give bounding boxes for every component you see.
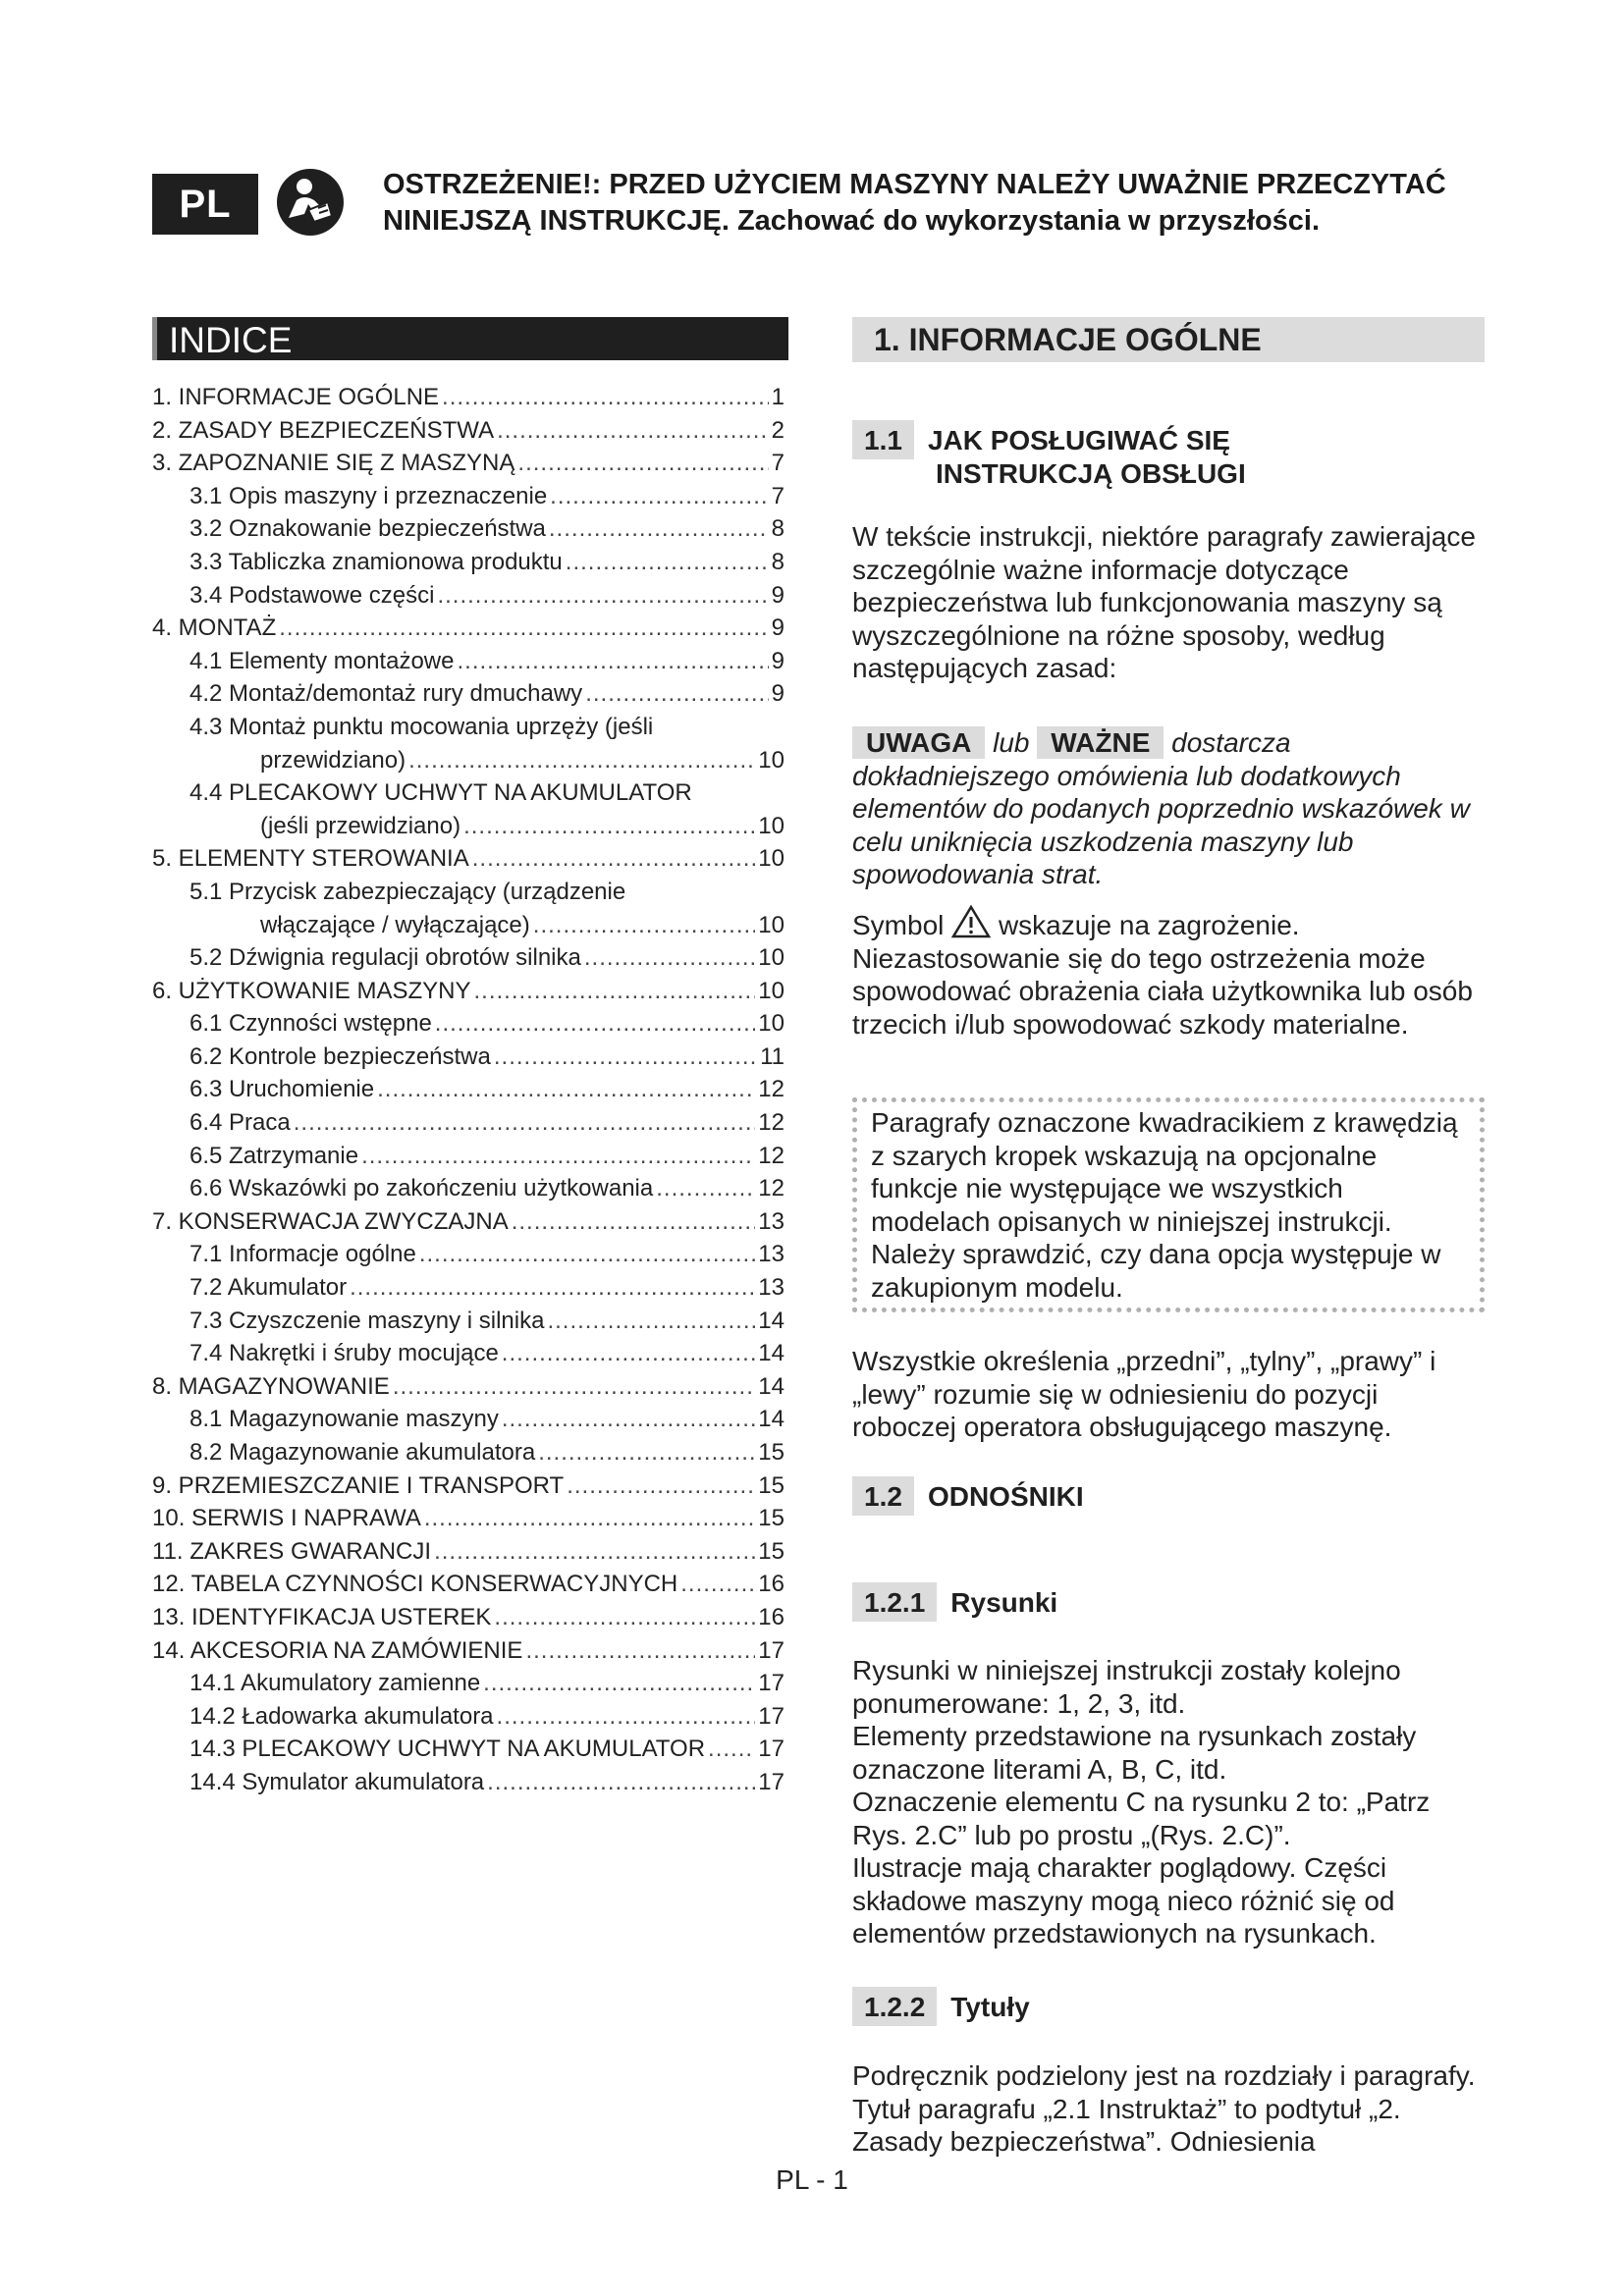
toc-entry-title: 3. ZAPOZNANIE SIĘ Z MASZYNĄ — [152, 450, 515, 477]
toc-entry — [152, 512, 800, 546]
toc-entry-title: 14. AKCESORIA NA ZAMÓWIENIE — [152, 1636, 523, 1664]
subsection-number: 1.2 — [852, 1476, 914, 1516]
toc-entry — [152, 414, 800, 448]
toc-leader-dots — [547, 1305, 755, 1338]
toc-entry-title: 7.2 Akumulator — [189, 1274, 348, 1302]
toc-entry — [152, 645, 800, 678]
toc-leader-dots — [435, 1007, 756, 1041]
toc-entry-page: 11 — [760, 1042, 785, 1070]
toc-entry-title: 10. SERWIS I NAPRAWA — [152, 1505, 421, 1532]
directions-paragraph: Wszystkie określenia „przedni”, „tylny”, „prawy” i „lewy” rozumie się w odniesieniu do pozycji roboczej operatora obsługującego maszynę. — [852, 1346, 1436, 1442]
toc-entry — [152, 1766, 800, 1799]
toc-leader-dots — [497, 1700, 756, 1734]
wazne-label: WAŻNE — [1037, 726, 1164, 759]
symbol-word: Symbol — [852, 910, 945, 940]
toc-entry-page: 15 — [758, 1471, 785, 1499]
intro-paragraph: W tekście instrukcji, niektóre paragrafy zawierające szczególnie ważne informacje dotyczące bezpieczeństwa lub funkcjonowania maszyny są wyszczególnione na różne sposoby, według następujących zasad: — [852, 521, 1476, 683]
toc-entry-title: 6.6 Wskazówki po zakończeniu użytkowania — [189, 1175, 654, 1202]
toc-entry-title: przewidziano) — [260, 746, 406, 774]
toc-entry-page: 8 — [771, 548, 785, 575]
toc-leader-dots — [279, 612, 768, 645]
toc-entry-title: 4. MONTAŻ — [152, 614, 277, 642]
subsection-title-line2: INSTRUKCJĄ OBSŁUGI — [935, 458, 1246, 489]
toc-entry-page: 12 — [758, 1109, 785, 1137]
toc-leader-dots — [472, 842, 756, 876]
toc-entry-page: 7 — [771, 450, 785, 477]
uwaga-description: dostarcza dokładniejszego omówienia lub dodatkowych elementów do podanych poprzednio wskazówek w celu uniknięcia uszkodzenia maszyny lub spowodowania strat. — [852, 727, 1470, 889]
toc-entry — [152, 941, 800, 975]
toc-leader-dots — [437, 579, 768, 613]
toc-entry-page: 13 — [758, 1241, 785, 1268]
toc-entry-page: 16 — [758, 1603, 785, 1630]
subsection-1-1-heading — [852, 420, 1485, 491]
subsection-number: 1.2.1 — [852, 1582, 937, 1622]
toc-entry-page: 14 — [758, 1340, 785, 1367]
subsection-1-2-2-heading — [852, 1987, 1485, 2026]
toc-entry — [152, 579, 800, 613]
toc-entry — [152, 546, 800, 579]
toc-entry-title: 14.1 Akumulatory zamienne — [189, 1670, 481, 1697]
language-badge: PL — [152, 174, 258, 235]
toc-entry-page: 9 — [771, 581, 785, 609]
toc-entry-title: 5. ELEMENTY STEROWANIA — [152, 845, 469, 873]
toc-entry-title: (jeśli przewidziano) — [260, 812, 461, 839]
toc-entry-title: 14.3 PLECAKOWY UCHWYT NA AKUMULATOR — [189, 1735, 706, 1763]
toc-leader-dots — [434, 1535, 755, 1569]
subsection-1-2-heading — [852, 1476, 1485, 1516]
toc-entry-title: 4.4 PLECAKOWY UCHWYT NA AKUMULATOR — [189, 779, 692, 807]
toc-leader-dots — [483, 1667, 755, 1700]
toc-entry — [152, 447, 800, 480]
toc-leader-dots — [708, 1733, 755, 1766]
toc-leader-dots — [585, 677, 768, 711]
toc-entry — [152, 776, 800, 810]
toc-entry-page: 10 — [758, 746, 785, 774]
toc-leader-dots — [533, 909, 756, 942]
toc-entry — [152, 612, 800, 645]
toc-entry-title: 8.2 Magazynowanie akumulatora — [189, 1439, 536, 1466]
subsection-title: Tytuły — [950, 1992, 1030, 2022]
toc-leader-dots — [393, 1370, 755, 1404]
toc-entry-title: 6.1 Czynności wstępne — [189, 1010, 432, 1038]
toc-entry — [152, 1601, 800, 1634]
toc-leader-dots — [494, 1601, 755, 1634]
toc-leader-dots — [408, 744, 755, 777]
warning-line-1: OSTRZEŻENIE!: PRZED UŻYCIEM MASZYNY NALEŻY UWAŻNIE PRZECZYTAĆ — [383, 169, 1446, 200]
toc-entry-page: 13 — [758, 1207, 785, 1235]
toc-entry — [152, 1370, 800, 1404]
toc-entry-title: 2. ZASADY BEZPIECZEŃSTWA — [152, 416, 495, 444]
toc-entry-title: 14.4 Symulator akumulatora — [189, 1768, 485, 1795]
warning-line-2: NINIEJSZĄ INSTRUKCJĘ. Zachować do wykorzystania w przyszłości. — [383, 205, 1321, 237]
toc-entry-page: 10 — [758, 845, 785, 873]
toc-entry — [152, 909, 800, 942]
toc-entry-page: 17 — [758, 1636, 785, 1664]
toc-entry — [152, 1733, 800, 1766]
toc-leader-dots — [497, 414, 769, 448]
toc-entry-title: 5.1 Przycisk zabezpieczający (urządzenie — [189, 878, 626, 905]
toc-entry — [152, 1205, 800, 1239]
toc-entry-title: 9. PRZEMIESZCZANIE I TRANSPORT — [152, 1471, 565, 1499]
toc-entry-title: 14.2 Ładowarka akumulatora — [189, 1702, 494, 1730]
subsection-number: 1.2.2 — [852, 1987, 937, 2026]
toc-entry-page: 12 — [758, 1076, 785, 1103]
toc-leader-dots — [294, 1106, 756, 1140]
toc-entry-title: 3.4 Podstawowe części — [189, 581, 435, 609]
toc-leader-dots — [463, 810, 755, 843]
toc-leader-dots — [517, 447, 768, 480]
toc-entry — [152, 1502, 800, 1535]
toc-entry-title: 7.1 Informacje ogólne — [189, 1241, 416, 1268]
toc-entry-title: 7. KONSERWACJA ZWYCZAJNA — [152, 1207, 509, 1235]
subsection-1-2-1-heading — [852, 1582, 1485, 1622]
toc-entry-page: 10 — [758, 1010, 785, 1038]
toc-leader-dots — [424, 1502, 755, 1535]
toc-entry — [152, 1700, 800, 1734]
toc-entry-title: 3.1 Opis maszyny i przeznaczenie — [189, 482, 548, 509]
toc-leader-dots — [525, 1634, 755, 1668]
toc-entry-page: 14 — [758, 1406, 785, 1433]
toc-entry-page: 10 — [758, 911, 785, 938]
subsection-title-line1: JAK POSŁUGIWAĆ SIĘ — [927, 425, 1230, 455]
toc-entry-page: 8 — [771, 515, 785, 543]
toc-entry-page: 16 — [758, 1571, 785, 1598]
toc-entry-page: 9 — [771, 614, 785, 642]
toc-leader-dots — [494, 1041, 757, 1074]
toc-entry-title: włączające / wyłączające) — [260, 911, 530, 938]
toc-entry — [152, 711, 800, 744]
toc-entry-title: 8.1 Magazynowanie maszyny — [189, 1406, 499, 1433]
toc-entry-page: 2 — [771, 416, 785, 444]
figures-letters: Elementy przedstawione na rysunkach zostały oznaczone literami A, B, C, itd. — [852, 1721, 1417, 1785]
toc-leader-dots — [487, 1766, 755, 1799]
toc-leader-dots — [550, 480, 768, 513]
toc-entry — [152, 677, 800, 711]
table-of-contents — [152, 381, 800, 1799]
toc-leader-dots — [377, 1073, 755, 1106]
toc-entry-title: 6.3 Uruchomienie — [189, 1076, 375, 1103]
toc-entry-page: 15 — [758, 1537, 785, 1565]
toc-entry — [152, 1073, 800, 1106]
toc-entry-page: 7 — [771, 482, 785, 509]
section-1-heading: 1. INFORMACJE OGÓLNE — [852, 317, 1485, 362]
toc-entry-page: 17 — [758, 1735, 785, 1763]
toc-leader-dots — [567, 1469, 755, 1503]
index-title: INDICE — [152, 317, 788, 360]
uwaga-wazne-paragraph — [852, 726, 1485, 891]
toc-entry — [152, 480, 800, 513]
toc-entry-page: 1 — [771, 384, 785, 410]
toc-entry-page: 9 — [771, 680, 785, 708]
toc-entry-page: 12 — [758, 1142, 785, 1169]
figures-reference: Oznaczenie elementu C na rysunku 2 to: „Patrz Rys. 2.C” lub po prostu „(Rys. 2.C)”. — [852, 1787, 1431, 1850]
toc-entry-title: 6.4 Praca — [189, 1109, 291, 1137]
toc-entry — [152, 842, 800, 876]
toc-entry-title: 6.5 Zatrzymanie — [189, 1142, 359, 1169]
toc-entry — [152, 1041, 800, 1074]
toc-entry-page: 14 — [758, 1372, 785, 1400]
toc-leader-dots — [549, 512, 769, 546]
toc-leader-dots — [442, 381, 769, 414]
page-number: PL - 1 — [776, 2164, 848, 2195]
toc-entry-title: 7.3 Czyszczenie maszyny i silnika — [189, 1307, 545, 1334]
toc-entry-title: 4.2 Montaż/demontaż rury dmuchawy — [189, 680, 583, 708]
toc-entry-title: 7.4 Nakrętki i śruby mocujące — [189, 1340, 499, 1367]
toc-entry — [152, 1667, 800, 1700]
toc-entry — [152, 975, 800, 1008]
toc-leader-dots — [419, 1238, 755, 1271]
titles-paragraph: Podręcznik podzielony jest na rozdziały i paragrafy. Tytuł paragrafu „2.1 Instruktaż” to podtytuł „2. Zasady bezpieczeństwa”. Odniesienia — [852, 2060, 1476, 2157]
toc-leader-dots — [361, 1140, 755, 1173]
toc-entry — [152, 1436, 800, 1469]
figures-illustrative: Ilustracje mają charakter poglądowy. Części składowe maszyny mogą nieco różnić się od elementów przedstawionych na rysunkach. — [852, 1852, 1395, 1949]
figures-numbering: Rysunki w niniejszej instrukcji zostały kolejno ponumerowane: 1, 2, 3, itd. — [852, 1655, 1401, 1719]
toc-entry-page: 13 — [758, 1274, 785, 1302]
subsection-title: Rysunki — [950, 1587, 1058, 1618]
toc-entry — [152, 744, 800, 777]
toc-entry-title: 11. ZAKRES GWARANCJI — [152, 1537, 432, 1565]
toc-leader-dots — [457, 645, 768, 678]
toc-leader-dots — [512, 1205, 756, 1239]
toc-entry — [152, 381, 800, 414]
toc-leader-dots — [566, 546, 769, 579]
toc-entry — [152, 1140, 800, 1173]
toc-entry-title: 6.2 Kontrole bezpieczeństwa — [189, 1042, 491, 1070]
toc-leader-dots — [502, 1337, 756, 1370]
toc-entry-page: 15 — [758, 1439, 785, 1466]
hazard-description: wskazuje na zagrożenie. Niezastosowanie się do tego ostrzeżenia może spowodować obrażenia ciała użytkownika lub osób trzecich i/lub spowodować szkody materialne. — [852, 910, 1473, 1040]
toc-entry — [152, 1403, 800, 1436]
toc-entry — [152, 1337, 800, 1370]
toc-leader-dots — [350, 1271, 755, 1305]
optional-feature-note: Paragrafy oznaczone kwadracikiem z krawędzią z szarych kropek wskazują na opcjonalne funkcje nie występujące we wszystkich modelach opisanych w niniejszej instrukcji. Należy sprawdzić, czy dana opcja występuje w zakupionym modelu. — [852, 1097, 1485, 1312]
toc-entry — [152, 1271, 800, 1305]
toc-leader-dots — [656, 1172, 755, 1205]
lub-word: lub — [993, 727, 1030, 758]
toc-entry — [152, 1106, 800, 1140]
toc-entry-title: 3.2 Oznakowanie bezpieczeństwa — [189, 515, 546, 543]
toc-entry — [152, 1172, 800, 1205]
toc-entry-title: 4.3 Montaż punktu mocowania uprzęży (jeśli — [189, 713, 654, 740]
toc-entry-title: 6. UŻYTKOWANIE MASZYNY — [152, 977, 471, 1004]
toc-entry-page: 10 — [758, 977, 785, 1004]
toc-entry-page: 17 — [758, 1768, 785, 1795]
toc-entry-title: 13. IDENTYFIKACJA USTEREK — [152, 1603, 492, 1630]
toc-entry — [152, 1469, 800, 1503]
toc-leader-dots — [680, 1568, 755, 1601]
toc-leader-dots — [473, 975, 755, 1008]
toc-leader-dots — [502, 1403, 755, 1436]
toc-entry — [152, 1535, 800, 1569]
figures-paragraphs — [852, 1654, 1485, 1950]
toc-entry-page: 9 — [771, 647, 785, 674]
toc-entry-page: 15 — [758, 1505, 785, 1532]
toc-entry-title: 5.2 Dźwignia regulacji obrotów silnika — [189, 944, 581, 972]
toc-entry — [152, 1634, 800, 1668]
toc-entry — [152, 1238, 800, 1271]
toc-leader-dots — [584, 941, 755, 975]
optional-feature-note-box — [852, 1097, 1485, 1312]
toc-entry — [152, 1568, 800, 1601]
toc-entry — [152, 1007, 800, 1041]
toc-entry — [152, 876, 800, 909]
toc-entry-title: 8. MAGAZYNOWANIE — [152, 1372, 390, 1400]
toc-entry-title: 3.3 Tabliczka znamionowa produktu — [189, 548, 563, 575]
subsection-title: ODNOŚNIKI — [927, 1481, 1084, 1512]
toc-entry-title: 12. TABELA CZYNNOŚCI KONSERWACYJNYCH — [152, 1571, 678, 1598]
uwaga-label: UWAGA — [852, 726, 985, 759]
toc-entry-page: 10 — [758, 944, 785, 972]
toc-entry — [152, 1305, 800, 1338]
toc-entry-page: 14 — [758, 1307, 785, 1334]
toc-leader-dots — [538, 1436, 755, 1469]
toc-entry-page: 17 — [758, 1702, 785, 1730]
safety-warning — [383, 167, 1492, 240]
toc-entry — [152, 810, 800, 843]
subsection-number: 1.1 — [852, 420, 914, 459]
hazard-symbol-paragraph — [852, 905, 1485, 1041]
toc-entry-page: 12 — [758, 1175, 785, 1202]
toc-entry-page: 17 — [758, 1670, 785, 1697]
toc-entry-page: 10 — [758, 812, 785, 839]
warning-triangle-icon — [951, 905, 991, 938]
read-manual-icon — [275, 167, 346, 238]
toc-entry-title: 1. INFORMACJE OGÓLNE — [152, 384, 440, 410]
toc-entry-title: 4.1 Elementy montażowe — [189, 647, 455, 674]
